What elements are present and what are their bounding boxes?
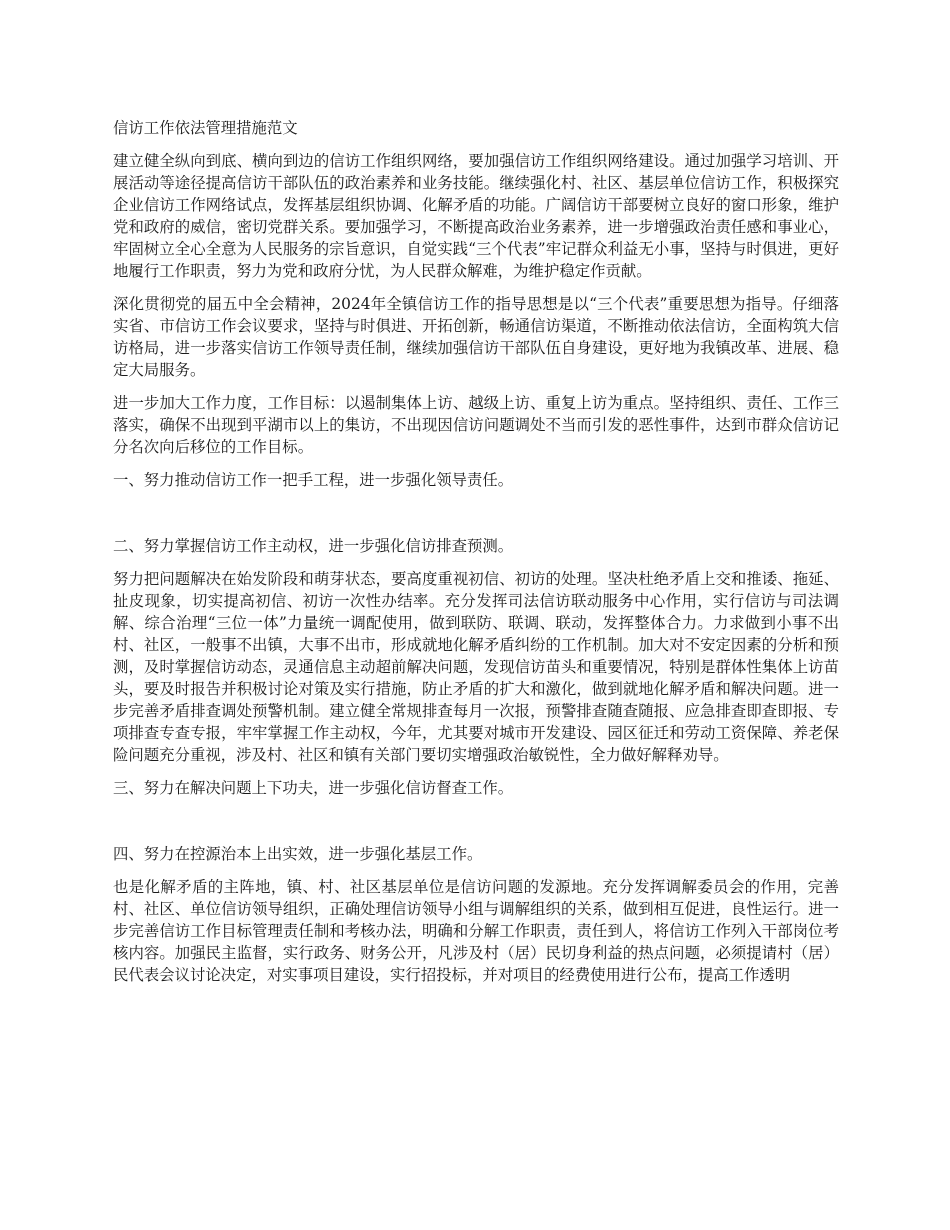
section-heading-4: 四、努力在控源治本上出实效，进一步强化基层工作。: [113, 845, 483, 863]
paragraph-early-resolution: 努力把问题解决在始发阶段和萌芽状态，要高度重视初信、初访的处理。坚决杜绝矛盾上交和推诿、拖延、扯皮现象，切实提高初信、初访一次性办结率。充分发挥司法信访联动服务中心作用，实行信访与司法调解、综合治理“三位一体”力量统一调配使用，做到联防、联调、联动，发挥整体合力。力求做到小事不出村、社区，一般事不出镇，大事不出市，形成就地化解矛盾纠纷的工作机制。加大对不安定因素的分析和预测，及时掌握信访动态，灵通信息主动超前解决问题，发现信访苗头和重要情况，特别是群体性集体上访苗头，要及时报告并积极讨论对策及实行措施，防止矛盾的扩大和激化，做到就地化解矛盾和解决问题。进一步完善矛盾排查调处预警机制。建立健全常规排查每月一次报，预警排查随查随报、应急排查即查即报、专项排查专查专报，牢牢掌握工作主动权，今年，尤其要对城市开发建设、园区征迁和劳动工资保障、养老保险问题充分重视，涉及村、社区和镇有关部门要切实增强政治敏锐性，全力做好解释劝导。: [113, 570, 839, 764]
paragraph-guiding-thought: 深化贯彻党的届五中全会精神，2024年全镇信访工作的指导思想是以“三个代表”重要思想为指导。仔细落实省、市信访工作会议要求，坚持与时俱进、开拓创新，畅通信访渠道，不断推动依法信访，全面构筑大信访格局，进一步落实信访工作领导责任制，继续加强信访干部队伍自身建设，更好地为我镇改革、进展、稳定大局服务。: [113, 295, 839, 379]
section-heading-3: 三、努力在解决问题上下功夫，进一步强化信访督查工作。: [113, 779, 514, 797]
paragraph-organization-network: 建立健全纵向到底、横向到边的信访工作组织网络，要加强信访工作组织网络建设。通过加强学习培训、开展活动等途径提高信访干部队伍的政治素养和业务技能。继续强化村、社区、基层单位信访工作，积极探究企业信访工作网络试点，发挥基层组织协调、化解矛盾的功能。广阔信访干部要树立良好的窗口形象，维护党和政府的威信，密切党群关系。要加强学习，不断提高政治业务素养，进一步增强政治责任感和事业心，牢固树立全心全意为人民服务的宗旨意识，自觉实践“三个代表”牢记群众利益无小事，坚持与时俱进，更好地履行工作职责，努力为党和政府分忧，为人民群众解难，为维护稳定作贡献。: [113, 152, 839, 280]
section-heading-2: 二、努力掌握信访工作主动权，进一步强化信访排查预测。: [113, 537, 514, 555]
section-heading-1: 一、努力推动信访工作一把手工程，进一步强化领导责任。: [113, 471, 514, 489]
paragraph-grassroots-work: 也是化解矛盾的主阵地，镇、村、社区基层单位是信访问题的发源地。充分发挥调解委员会的作用，完善村、社区、单位信访领导组织，正确处理信访领导小组与调解组织的关系，做到相互促进，良性运行。进一步完善信访工作目标管理责任制和考核办法，明确和分解工作职责，责任到人，将信访工作列入干部岗位考核内容。加强民主监督，实行政务、财务公开，凡涉及村（居）民切身利益的热点问题，必须提请村（居）民代表会议讨论决定，对实事项目建设，实行招投标，并对项目的经费使用进行公布，提高工作透明: [113, 878, 839, 984]
document-title: 信访工作依法管理措施范文: [113, 119, 298, 137]
document-page: [113, 117, 839, 997]
paragraph-work-goal: 进一步加大工作力度，工作目标：以遏制集体上访、越级上访、重复上访为重点。坚持组织、责任、工作三落实，确保不出现到平湖市以上的集访，不出现因信访问题调处不当而引发的恶性事件，达到市群众信访记分名次向后移位的工作目标。: [113, 394, 839, 456]
